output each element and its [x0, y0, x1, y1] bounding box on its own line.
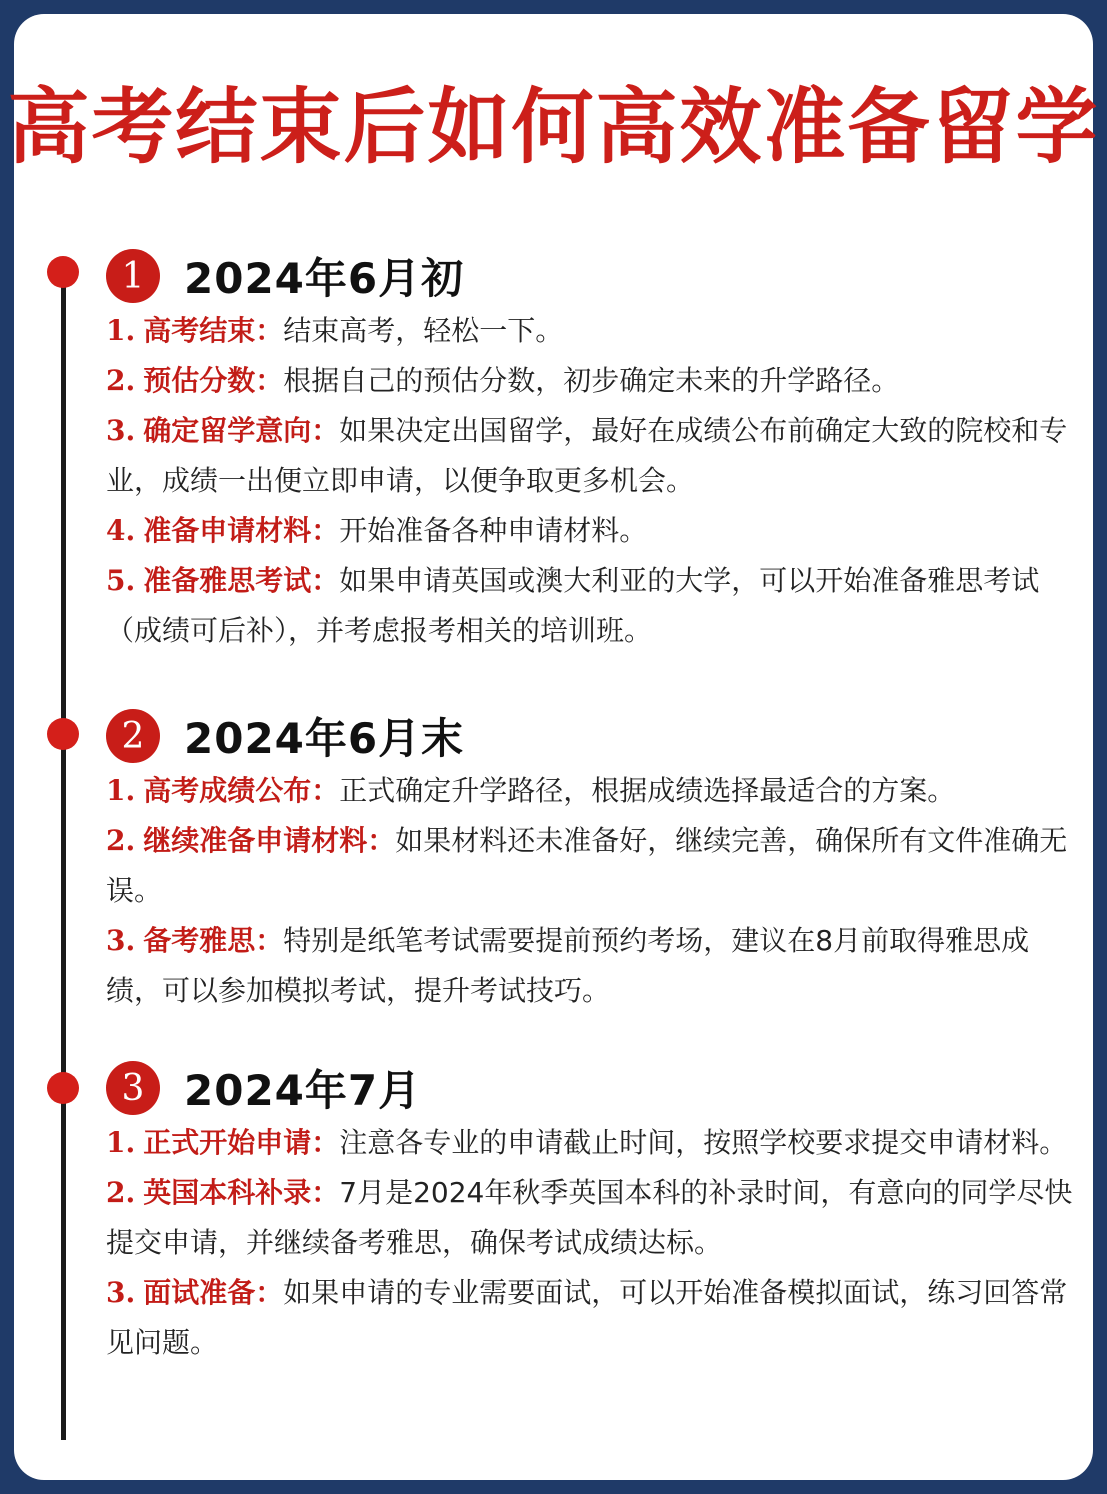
- section-number-badge: 3: [106, 1061, 160, 1115]
- item-index: 2.: [106, 364, 136, 397]
- item-key: 高考成绩公布：: [143, 774, 340, 807]
- list-item: [106, 306, 1076, 356]
- item-text: 根据自己的预估分数，初步确定未来的升学路径。: [283, 364, 900, 397]
- item-index: 2.: [106, 824, 136, 857]
- item-text: 开始准备各种申请材料。: [339, 514, 648, 547]
- section-1-header: [106, 246, 464, 306]
- item-key: 高考结束：: [143, 314, 284, 347]
- section-date: 2024年6月初: [184, 254, 465, 303]
- item-text: 如果申请英国或澳大利亚的大学，可以开始准备雅思考试（成绩可后补），并考虑报考相关的培训班。: [106, 564, 1040, 647]
- section-number-badge: 2: [106, 709, 160, 763]
- item-key: 确定留学意向：: [143, 414, 340, 447]
- timeline-line: [61, 272, 66, 1440]
- item-text: 如果决定出国留学，最好在成绩公布前确定大致的院校和专业，成绩一出便立即申请，以便争取更多机会。: [106, 414, 1068, 497]
- section-1-items: [106, 306, 1076, 656]
- section-3-items: [106, 1118, 1076, 1368]
- section-number-badge: 1: [106, 249, 160, 303]
- section-2-items: [106, 766, 1076, 1016]
- item-index: 1.: [106, 314, 136, 347]
- item-text: 如果材料还未准备好，继续完善，确保所有文件准确无误。: [106, 824, 1068, 907]
- item-key: 预估分数：: [143, 364, 284, 397]
- item-index: 3.: [106, 924, 136, 957]
- section-date: 2024年7月: [184, 1066, 422, 1115]
- item-index: 2.: [106, 1176, 136, 1209]
- item-key: 准备雅思考试：: [143, 564, 340, 597]
- item-text: 正式确定升学路径，根据成绩选择最适合的方案。: [339, 774, 956, 807]
- timeline-dot-1: [47, 256, 79, 288]
- item-index: 1.: [106, 774, 136, 807]
- page-title: 高考结束后如何高效准备留学: [7, 80, 1100, 175]
- item-key: 英国本科补录：: [143, 1176, 340, 1209]
- list-item: [106, 1268, 1076, 1368]
- list-item: [106, 916, 1076, 1016]
- item-key: 备考雅思：: [143, 924, 284, 957]
- item-key: 继续准备申请材料：: [143, 824, 396, 857]
- item-text: 7月是2024年秋季英国本科的补录时间，有意向的同学尽快提交申请，并继续备考雅思，确保考试成绩达标。: [106, 1176, 1073, 1259]
- item-text: 如果申请的专业需要面试，可以开始准备模拟面试，练习回答常见问题。: [106, 1276, 1068, 1359]
- list-item: [106, 506, 1076, 556]
- item-index: 5.: [106, 564, 136, 597]
- item-index: 4.: [106, 514, 136, 547]
- list-item: [106, 556, 1076, 656]
- item-index: 1.: [106, 1126, 136, 1159]
- list-item: [106, 356, 1076, 406]
- list-item: [106, 816, 1076, 916]
- item-index: 3.: [106, 414, 136, 447]
- list-item: [106, 406, 1076, 506]
- list-item: [106, 1168, 1076, 1268]
- item-key: 准备申请材料：: [143, 514, 340, 547]
- timeline-dot-2: [47, 718, 79, 750]
- item-text: 特别是纸笔考试需要提前预约考场，建议在8月前取得雅思成绩，可以参加模拟考试，提升考试技巧。: [106, 924, 1030, 1007]
- item-key: 面试准备：: [143, 1276, 284, 1309]
- list-item: [106, 766, 1076, 816]
- list-item: [106, 1118, 1076, 1168]
- section-date: 2024年6月末: [184, 714, 465, 763]
- item-index: 3.: [106, 1276, 136, 1309]
- section-3-header: [106, 1058, 421, 1118]
- section-2-header: [106, 706, 464, 766]
- item-text: 注意各专业的申请截止时间，按照学校要求提交申请材料。: [339, 1126, 1068, 1159]
- timeline-dot-3: [47, 1072, 79, 1104]
- item-text: 结束高考，轻松一下。: [283, 314, 564, 347]
- item-key: 正式开始申请：: [143, 1126, 340, 1159]
